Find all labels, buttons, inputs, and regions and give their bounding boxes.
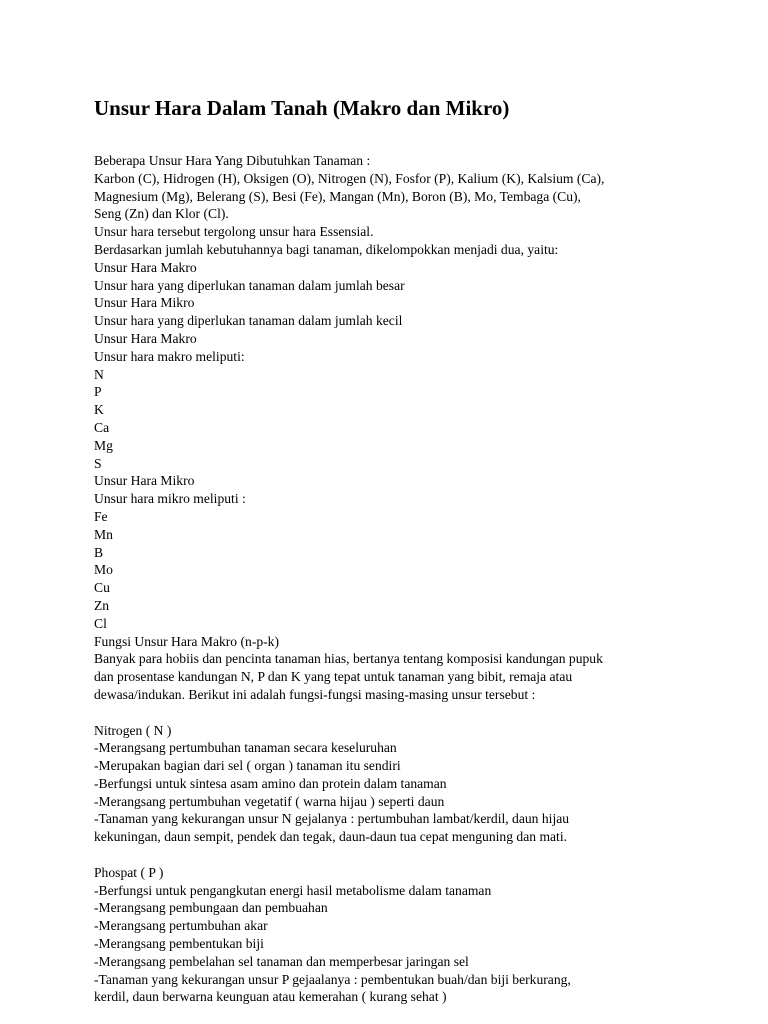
text-line: Nitrogen ( N ) <box>94 722 172 738</box>
text-line: Mn <box>94 526 113 542</box>
document-page <box>94 94 694 1006</box>
text-line: Unsur Hara Mikro <box>94 473 195 489</box>
text-line: kekuningan, daun sempit, pendek dan tegak, daun-daun tua cepat menguning dan mati. <box>94 829 568 845</box>
document-title: Unsur Hara Dalam Tanah (Makro dan Mikro) <box>94 96 510 120</box>
document-body <box>94 152 694 1006</box>
text-line: Seng (Zn) dan Klor (Cl). <box>94 206 229 222</box>
text-line: -Merupakan bagian dari sel ( organ ) tanaman itu sendiri <box>94 758 401 774</box>
text-line: Unsur hara mikro meliputi : <box>94 491 246 507</box>
text-line: Ca <box>94 419 110 435</box>
text-line: Mg <box>94 437 113 453</box>
text-line: B <box>94 544 104 560</box>
text-line: -Berfungsi untuk sintesa asam amino dan protein dalam tanaman <box>94 775 447 791</box>
text-line: Beberapa Unsur Hara Yang Dibutuhkan Tanaman : <box>94 153 371 168</box>
text-line: Karbon (C), Hidrogen (H), Oksigen (O), Nitrogen (N), Fosfor (P), Kalium (K), Kalsium (Ca), <box>94 170 605 186</box>
text-line: -Merangsang pertumbuhan tanaman secara keseluruhan <box>94 740 397 756</box>
text-line: Mo <box>94 562 113 578</box>
text-line: Unsur hara yang diperlukan tanaman dalam jumlah besar <box>94 277 405 293</box>
text-line: Fungsi Unsur Hara Makro (n-p-k) <box>94 633 279 649</box>
text-line: Unsur hara yang diperlukan tanaman dalam jumlah kecil <box>94 313 403 329</box>
text-line: P <box>94 384 102 400</box>
text-line: Unsur Hara Makro <box>94 259 197 275</box>
text-line: -Merangsang pertumbuhan akar <box>94 918 268 934</box>
text-line: -Tanaman yang kekurangan unsur N gejalanya : pertumbuhan lambat/kerdil, daun hijau <box>94 811 570 827</box>
paragraph-gap <box>94 704 694 722</box>
text-line: Cu <box>94 580 110 596</box>
text-line: Unsur Hara Mikro <box>94 295 195 311</box>
text-line: Magnesium (Mg), Belerang (S), Besi (Fe), Mangan (Mn), Boron (B), Mo, Tembaga (Cu), <box>94 188 581 204</box>
text-line: -Merangsang pembelahan sel tanaman dan memperbesar jaringan sel <box>94 953 469 969</box>
text-line: Unsur Hara Makro <box>94 330 197 346</box>
text-line: dan prosentase kandungan N, P dan K yang tepat untuk tanaman yang bibit, remaja atau <box>94 669 573 685</box>
text-line: Zn <box>94 597 110 613</box>
text-line: Unsur hara makro meliputi: <box>94 348 245 364</box>
text-line: Phospat ( P ) <box>94 864 164 880</box>
text-line: -Berfungsi untuk pengangkutan energi hasil metabolisme dalam tanaman <box>94 882 492 898</box>
text-line: Banyak para hobiis dan pencinta tanaman hias, bertanya tentang komposisi kandungan pupuk <box>94 651 603 667</box>
text-line: N <box>94 366 104 382</box>
text-line: -Merangsang pertumbuhan vegetatif ( warna hijau ) seperti daun <box>94 793 445 809</box>
text-line: -Merangsang pembentukan biji <box>94 936 264 952</box>
text-line: Cl <box>94 615 107 631</box>
text-line: Fe <box>94 508 108 524</box>
paragraph-gap <box>94 846 694 864</box>
text-line: Berdasarkan jumlah kebutuhannya bagi tanaman, dikelompokkan menjadi dua, yaitu: <box>94 241 559 257</box>
text-line: S <box>94 455 102 471</box>
text-line: kerdil, daun berwarna keunguan atau kemerahan ( kurang sehat ) <box>94 989 447 1005</box>
text-line: -Merangsang pembungaan dan pembuahan <box>94 900 328 916</box>
text-line: Unsur hara tersebut tergolong unsur hara Essensial. <box>94 224 374 240</box>
text-line: -Tanaman yang kekurangan unsur P gejaalanya : pembentukan buah/dan biji berkurang, <box>94 971 571 987</box>
text-line: dewasa/indukan. Berikut ini adalah fungsi-fungsi masing-masing unsur tersebut : <box>94 686 536 702</box>
text-line: K <box>94 402 104 418</box>
